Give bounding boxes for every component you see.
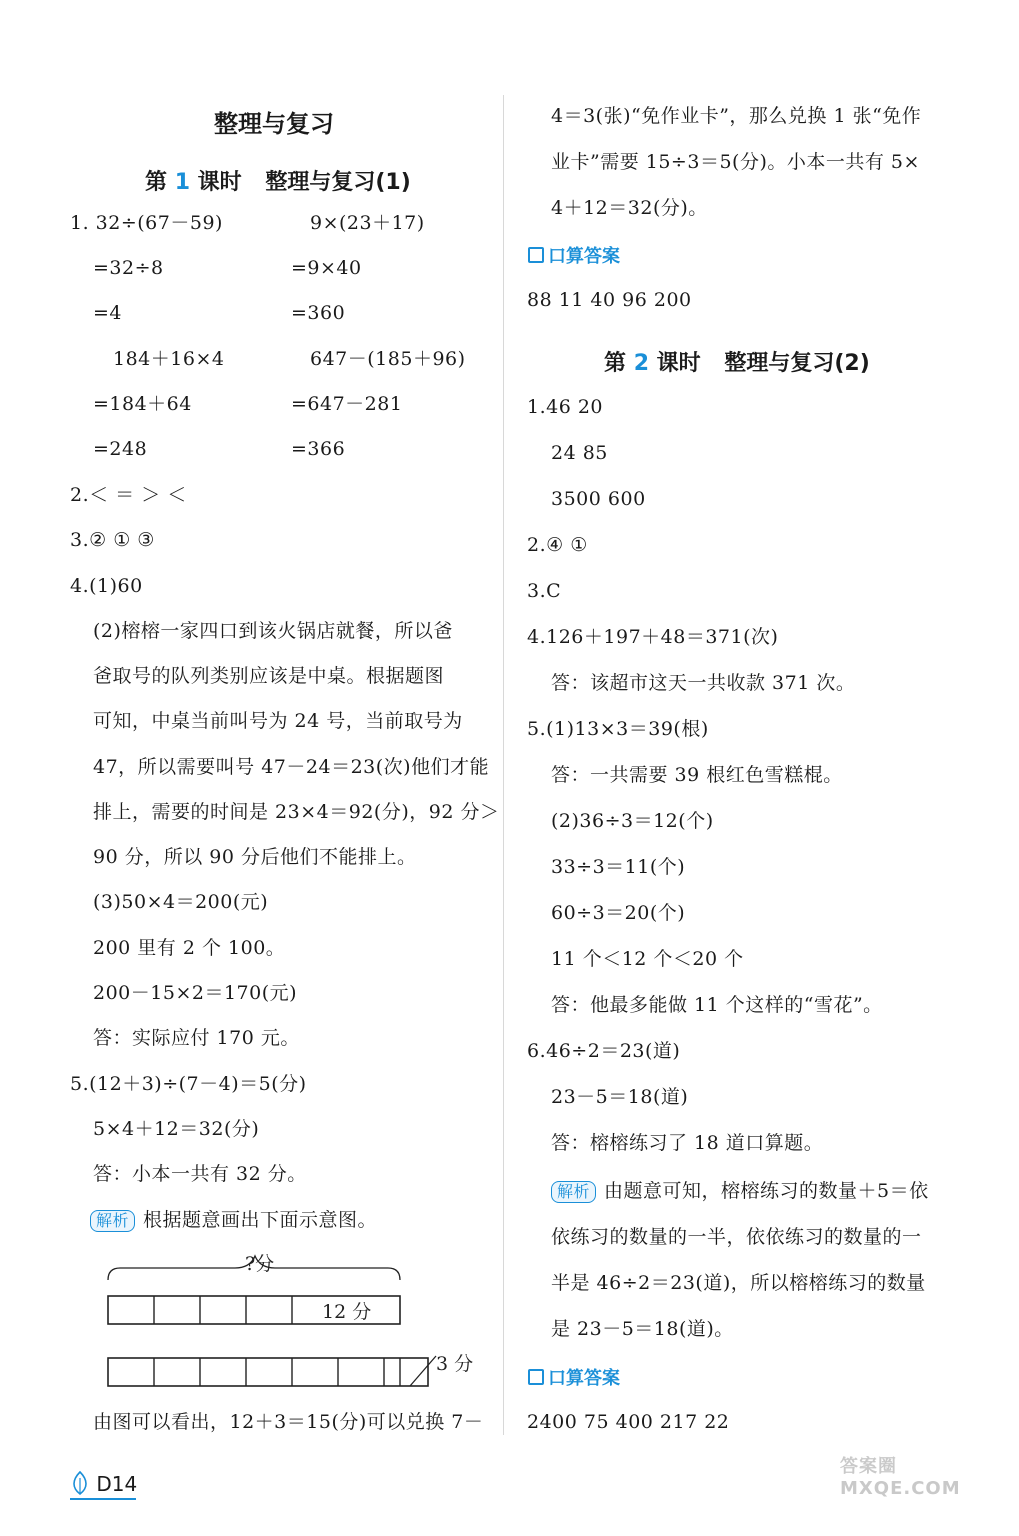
left-analysis-text: 根据题意画出下面示意图。 [143, 1209, 378, 1231]
lesson-1-prefix: 第 [145, 170, 168, 195]
left-line: (2)榕榕一家四口到该火锅店就餐，所以爸 [93, 620, 453, 642]
analysis-badge: 解析 [90, 1210, 135, 1232]
lesson-1-suffix: 课时 [197, 170, 242, 195]
pointer-line [410, 1356, 436, 1386]
oral-answer-tag-2 [528, 1364, 620, 1390]
right-line: 3500 600 [551, 488, 646, 510]
right-top-line: 业卡”需要 15÷3＝5(分)。小本一共有 5× [551, 151, 920, 173]
left-line: 200 里有 2 个 100。 [93, 937, 286, 959]
left-col2-line: =360 [291, 302, 346, 324]
left-line: 2.＜ ＝ ＞ ＜ [70, 484, 187, 506]
leaf-icon [70, 1470, 90, 1496]
left-line: 4.(1)60 [70, 575, 143, 597]
lesson-1-title: 整理与复习(1) [265, 170, 411, 195]
left-line: 1. 32÷(67－59) [70, 212, 223, 234]
right-line: 答：一共需要 39 根红色雪糕棍。 [551, 764, 843, 786]
oral-label: 口算答案 [548, 246, 620, 267]
right-line: 1.46 20 [527, 396, 604, 418]
oral-answer-tag-1 [528, 242, 620, 268]
right-line: (2)36÷3＝12(个) [551, 810, 714, 832]
left-line: 90 分，所以 90 分后他们不能排上。 [93, 846, 417, 868]
left-line: 184＋16×4 [113, 348, 225, 370]
left-line: =32÷8 [93, 257, 164, 279]
right-analysis-text: 由题意可知，榕榕练习的数量＋5＝依 [604, 1180, 929, 1202]
oral-answers-2: 2400 75 400 217 22 [527, 1411, 730, 1433]
left-col2-line: 647－(185＋96) [310, 348, 466, 370]
right-line: 3.C [527, 580, 562, 602]
left-line: 5.(12＋3)÷(7－4)＝5(分) [70, 1073, 307, 1095]
right-line: 答：榕榕练习了 18 道口算题。 [551, 1132, 824, 1154]
left-col2-line: 9×(23＋17) [310, 212, 425, 234]
oral-answers-1: 88 11 40 96 200 [527, 289, 692, 311]
right-analysis-line: 依练习的数量的一半，依依练习的数量的一 [551, 1226, 922, 1248]
section-title: 整理与复习 [214, 110, 334, 138]
left-line: 47，所以需要叫号 47－24＝23(次)他们才能 [93, 756, 490, 778]
bar-diagram [100, 1248, 480, 1398]
lesson-2-heading [604, 346, 870, 377]
diagram-top-label: ?分 [245, 1253, 275, 1275]
page-footer [70, 1470, 137, 1500]
left-last-line: 由图可以看出，12＋3＝15(分)可以兑换 7－ [93, 1411, 484, 1433]
right-line: 答：他最多能做 11 个这样的“雪花”。 [551, 994, 883, 1016]
watermark: 答案圈 MXQE.COM [840, 1456, 961, 1499]
right-line: 60÷3＝20(个) [551, 902, 686, 924]
left-col2-line: =366 [291, 438, 346, 460]
bottom-bar [108, 1358, 428, 1386]
left-line: 可知，中桌当前叫号为 24 号，当前取号为 [93, 710, 463, 732]
right-line: 2.④ ① [527, 534, 588, 556]
left-line: =248 [93, 438, 148, 460]
lesson-2-title: 整理与复习(2) [724, 351, 870, 376]
left-analysis [90, 1207, 377, 1233]
left-line: =4 [93, 302, 123, 324]
left-line: 排上，需要的时间是 23×4＝92(分)，92 分＞ [93, 801, 500, 823]
lesson-2-suffix: 课时 [656, 351, 701, 376]
left-line: 爸取号的队列类别应该是中桌。根据题图 [93, 665, 445, 687]
right-line: 5.(1)13×3＝39(根) [527, 718, 709, 740]
left-line: (3)50×4＝200(元) [93, 891, 269, 913]
analysis-badge: 解析 [551, 1181, 596, 1203]
right-line: 答：该超市这天一共收款 371 次。 [551, 672, 856, 694]
right-line: 23－5＝18(道) [551, 1086, 689, 1108]
lesson-2-number: 2 [633, 351, 649, 376]
diagram-side-label: 3 分 [436, 1353, 474, 1375]
left-line: 5×4＋12＝32(分) [93, 1118, 260, 1140]
right-analysis-line: 是 23－5＝18(道)。 [551, 1318, 734, 1340]
lesson-2-prefix: 第 [604, 351, 627, 376]
left-line: 3.② ① ③ [70, 529, 155, 551]
oral-label: 口算答案 [548, 1368, 620, 1389]
left-col2-line: =9×40 [291, 257, 362, 279]
footer-underline [70, 1498, 136, 1500]
page-number: D14 [96, 1472, 138, 1496]
left-line: 答：小本一共有 32 分。 [93, 1163, 307, 1185]
left-line: 200－15×2＝170(元) [93, 982, 298, 1004]
lesson-1-number: 1 [174, 170, 190, 195]
diagram-seg-label: 12 分 [322, 1301, 372, 1323]
right-top-line: 4＝3(张)“免作业卡”，那么兑换 1 张“免作 [551, 105, 922, 127]
right-line: 4.126＋197＋48＝371(次) [527, 626, 779, 648]
lesson-1-heading [145, 165, 411, 196]
right-top-line: 4＋12＝32(分)。 [551, 197, 708, 219]
left-line: =184＋64 [93, 393, 192, 415]
square-icon [528, 1369, 544, 1385]
right-line: 24 85 [551, 442, 608, 464]
right-analysis-first [551, 1178, 929, 1204]
left-line: 答：实际应付 170 元。 [93, 1027, 300, 1049]
left-col2-line: =647－281 [291, 393, 403, 415]
right-line: 6.46÷2＝23(道) [527, 1040, 681, 1062]
square-icon [528, 247, 544, 263]
right-line: 33÷3＝11(个) [551, 856, 686, 878]
right-line: 11 个＜12 个＜20 个 [551, 948, 744, 970]
right-analysis-line: 半是 46÷2＝23(道)，所以榕榕练习的数量 [551, 1272, 926, 1294]
column-divider [503, 95, 504, 1435]
